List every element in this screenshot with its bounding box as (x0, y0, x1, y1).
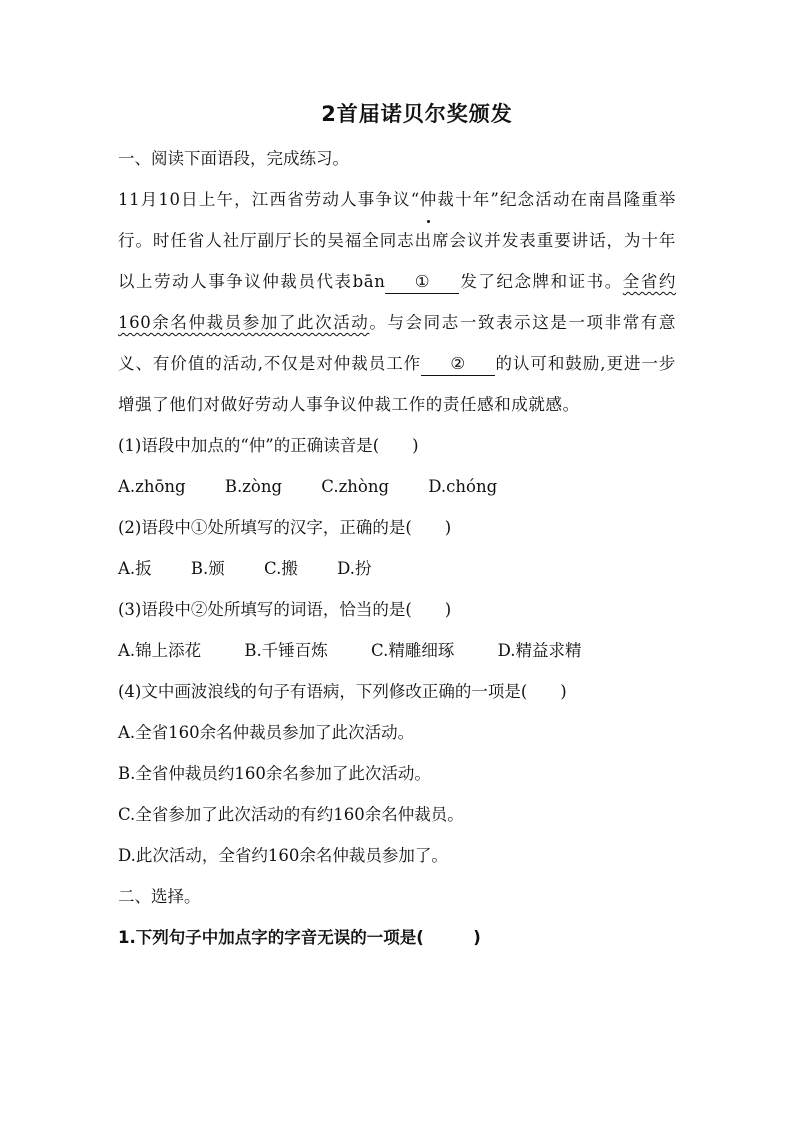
question-2-stem: (2)语段中①处所填写的汉字，正确的是( ) (118, 518, 452, 537)
section-2-heading: 二、选择。 (118, 887, 201, 906)
passage-text-4: 。与会同志一致表示这是一项非常有意义、有价值的活动,不仅是对仲裁员工作 (118, 313, 676, 373)
question-2-option-c: C.搬 (264, 559, 298, 578)
dotted-character: 仲 (420, 179, 437, 220)
wavy-underlined-sentence: 全省约160余名仲裁员参加了此次活动 (118, 272, 676, 332)
passage-text-2: 裁十年”纪念活动在南昌隆重举行。时任省人社厅副厅长的吴福全同志出席会议并发表重要讲话，为十年以上劳动人事争议仲裁员代表bān (118, 190, 676, 291)
question-3-option-a: A.锦上添花 (118, 641, 202, 660)
section-1-heading: 一、阅读下面语段，完成练习。 (118, 149, 349, 168)
question-1-stem: (1)语段中加点的“仲”的正确读音是( ) (118, 436, 419, 455)
question-1-option-d: D.chóng (428, 477, 498, 496)
question-2-option-d: D.扮 (337, 559, 372, 578)
question-1-options (118, 466, 676, 507)
blank-1: ① (385, 271, 459, 294)
question-4-option-d: D.此次活动，全省约160余名仲裁员参加了。 (118, 846, 448, 865)
question-4-option-c: C.全省参加了此次活动的有约160余名仲裁员。 (118, 805, 464, 824)
question-2-option-b: B.颁 (190, 559, 225, 578)
section-2-question-1: 1.下列句子中加点字的字音无误的一项是( ) (118, 928, 481, 947)
question-3-option-b: B.千锤百炼 (244, 641, 328, 660)
question-1-option-b: B.zòng (224, 477, 283, 496)
document-title: 2首届诺贝尔奖颁发 (321, 102, 513, 126)
question-1-option-a: A.zhōng (118, 477, 186, 496)
question-3-stem: (3)语段中②处所填写的词语，恰当的是( ) (118, 600, 452, 619)
question-4-option-a: A.全省160余名仲裁员参加了此次活动。 (118, 723, 415, 742)
question-3-option-c: C.精雕细琢 (371, 641, 455, 660)
reading-passage (118, 179, 676, 425)
question-4-stem: (4)文中画波浪线的句子有语病，下列修改正确的一项是( ) (118, 682, 567, 701)
passage-text-1: 11月10日上午，江西省劳动人事争议“ (118, 190, 420, 209)
question-2-options (118, 548, 676, 589)
passage-text-3: 发了纪念牌和证书。 (459, 272, 623, 291)
question-3-option-d: D.精益求精 (497, 641, 582, 660)
question-4-option-b: B.全省仲裁员约160余名参加了此次活动。 (118, 764, 431, 783)
blank-2: ② (421, 353, 495, 376)
passage-text-5: 的认可和鼓励,更进一步增强了他们对做好劳动人事争议仲裁工作的责任感和成就感。 (118, 354, 676, 414)
question-3-options (118, 630, 676, 671)
question-1-option-c: C.zhòng (321, 477, 390, 496)
question-2-option-a: A.扳 (118, 559, 152, 578)
